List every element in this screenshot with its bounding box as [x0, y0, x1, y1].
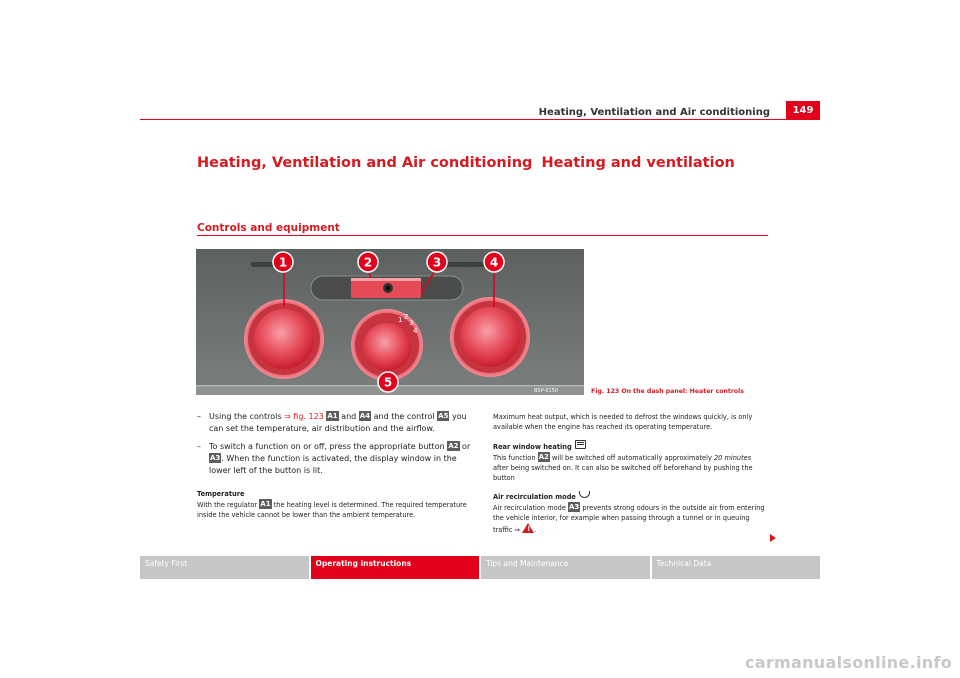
figure-caption: Fig. 123 On the dash panel: Heater controls — [591, 388, 744, 395]
tab-technical-data[interactable]: Technical Data — [652, 556, 821, 579]
heater-controls-figure — [196, 249, 584, 395]
heat-output-text: Maximum heat output, which is needed to defrost the windows quickly, is only available when the engine has reached its operating temperature. — [493, 413, 753, 431]
control-badge-a2: A2 — [538, 453, 549, 461]
svg-text:5: 5 — [383, 375, 393, 390]
rear-window-heading: Rear window heating — [493, 440, 768, 452]
callout-1 — [273, 252, 293, 272]
recirculation-text: Air recirculation mode A3 prevents strong odours in the outside air from entering the vehicle interior, for example when passing through a tunnel or in queuing traffic ⇒ ! . — [493, 502, 768, 535]
warning-triangle-icon[interactable] — [522, 523, 534, 533]
footer-nav — [140, 556, 820, 579]
rear-window-text: This function A2 will be switched off automatically approximately 20 minutes after being switched on. It can also be switched off beforehand by pushing the button — [493, 453, 753, 482]
running-head: Heating, Ventilation and Air conditioning — [538, 107, 770, 118]
tab-operating-instructions[interactable]: Operating instructions — [311, 556, 480, 579]
tab-safety-first[interactable]: Safety First — [140, 556, 309, 579]
subsection-title: Controls and equipment — [197, 222, 340, 234]
control-badge-a3: A3 — [210, 454, 221, 462]
air-distribution-knob — [450, 297, 530, 377]
callout-5 — [378, 372, 398, 392]
control-badge-a5: A5 — [438, 412, 449, 420]
svg-text:2: 2 — [363, 255, 373, 270]
callout-4 — [484, 252, 504, 272]
bullet-dash: – — [197, 412, 201, 421]
bullet-dash: – — [197, 442, 201, 451]
rear-window-heating-icon — [575, 440, 586, 449]
callout-3 — [427, 252, 447, 272]
figure-code: B5P-0150 — [534, 388, 559, 394]
recirculation-heading: Air recirculation mode — [493, 491, 768, 502]
dial-number-4: 4 — [413, 327, 418, 335]
title-block — [197, 155, 735, 171]
figure-reference-link[interactable]: ⇒ fig. 123 — [284, 412, 324, 421]
fan-knob — [351, 309, 423, 381]
right-column — [493, 412, 768, 535]
control-badge-a3: A3 — [569, 503, 580, 511]
temperature-text: With the regulator A1 the heating level is determined. The required temperature inside the vehicle cannot be lower than the ambient temperature. — [197, 500, 467, 519]
control-badge-a2: A2 — [448, 442, 459, 450]
left-column — [197, 411, 477, 520]
dial-number-1: 1 — [398, 316, 403, 324]
chapter-title: Heating, Ventilation and Air conditioning — [197, 155, 533, 171]
heater-panel-illustration — [196, 249, 584, 395]
section-title: Heating and ventilation — [541, 155, 735, 171]
control-badge-a1: A1 — [327, 412, 338, 420]
page-number: 149 — [786, 101, 820, 120]
svg-text:4: 4 — [489, 255, 499, 270]
temperature-knob — [244, 299, 324, 379]
instruction-bullet-1: – Using the controls ⇒ fig. 123 A1 and A4 and the control A5 you can set the temperature, air distribution and the airflow. — [197, 412, 467, 433]
watermark: carmanualsonline.info — [744, 653, 952, 672]
dial-number-2: 2 — [404, 313, 409, 321]
temperature-heading: Temperature — [197, 490, 245, 498]
svg-text:3: 3 — [432, 255, 442, 270]
air-recirculation-icon — [579, 491, 590, 498]
control-badge-a4: A4 — [359, 412, 371, 420]
subsection-rule — [197, 235, 768, 236]
header-rule — [140, 119, 820, 120]
button-strip — [311, 276, 463, 300]
next-page-arrow-icon[interactable] — [770, 534, 776, 542]
dial-number-3: 3 — [409, 319, 414, 327]
tab-tips-and-maintenance[interactable]: Tips and Maintenance — [481, 556, 650, 579]
instruction-bullet-2: – To switch a function on or off, press the appropriate button A2 or A3. When the function is activated, the display window in the lower left of the button is lit. — [197, 442, 471, 475]
callout-2 — [358, 252, 378, 272]
control-badge-a1: A1 — [260, 500, 271, 508]
svg-text:1: 1 — [278, 255, 288, 270]
